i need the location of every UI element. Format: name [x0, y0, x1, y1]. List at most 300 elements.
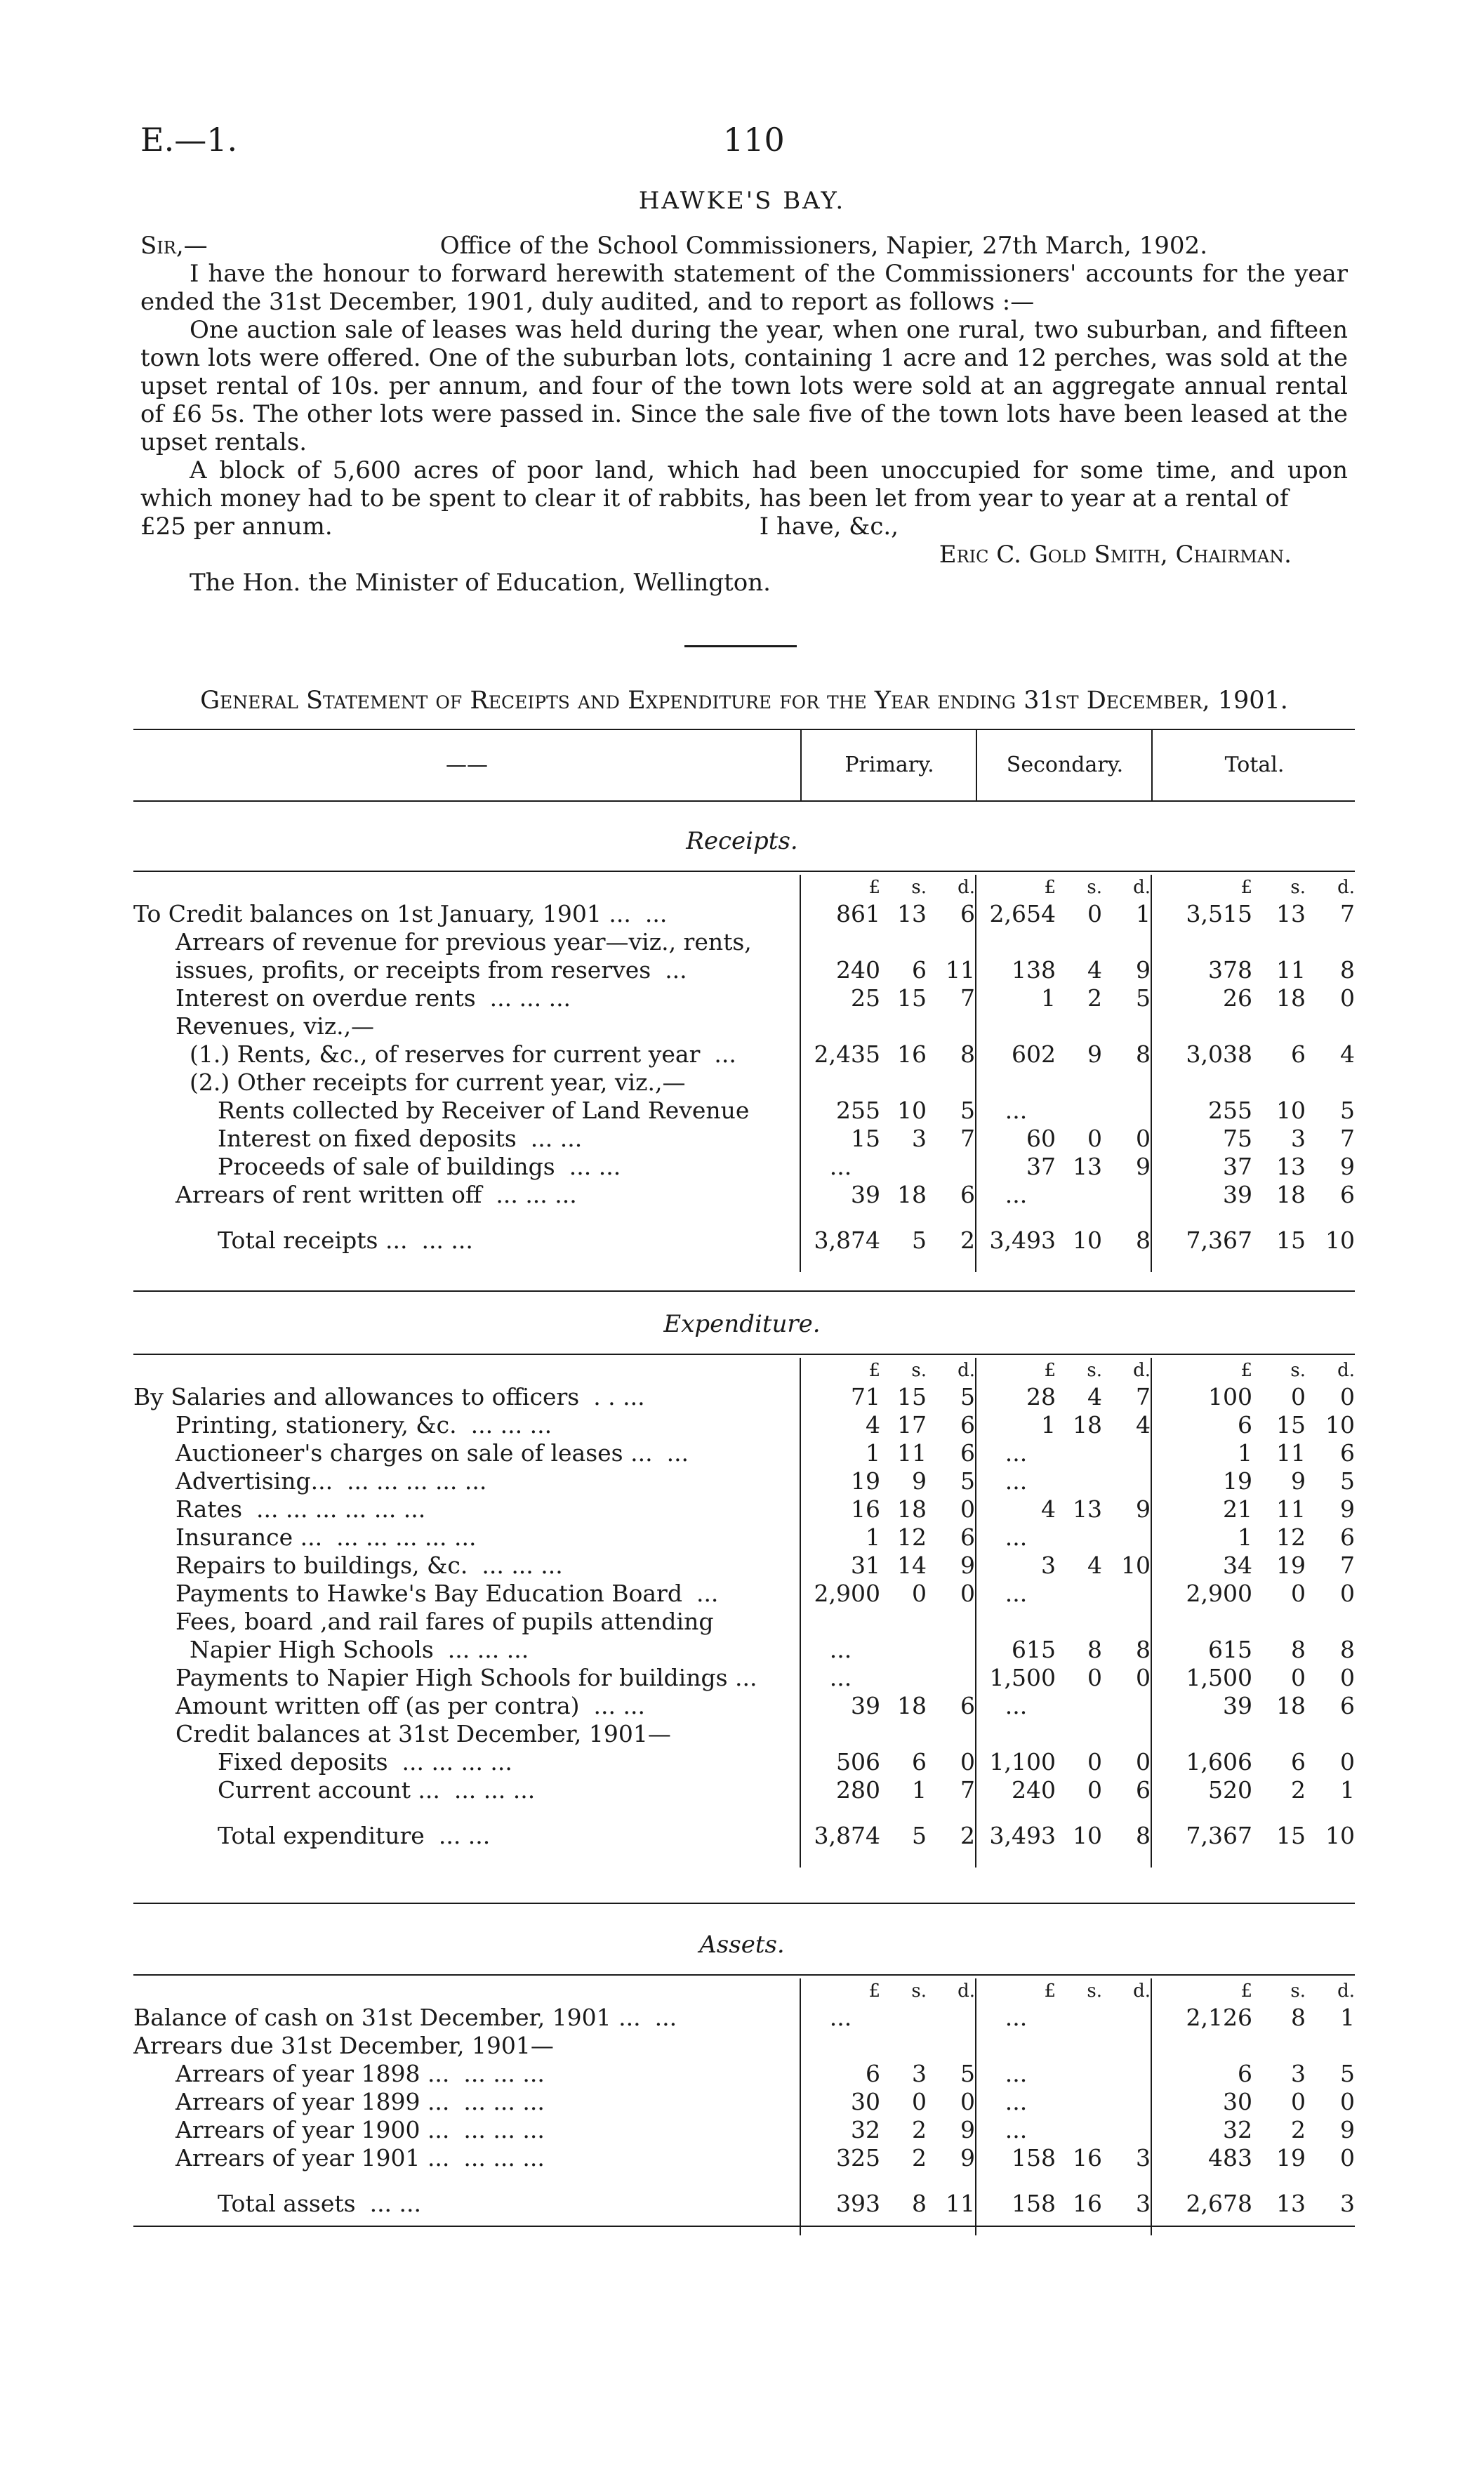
secondary-pounds: 158	[976, 2144, 1060, 2172]
primary-pounds	[800, 1012, 885, 1040]
total-shillings: 0	[1291, 1580, 1306, 1607]
secondary-pence: 9	[1136, 1495, 1151, 1523]
primary-pence: 0	[960, 1748, 975, 1776]
total-pounds: 255	[1151, 1097, 1257, 1125]
total-pounds: 39	[1151, 1181, 1257, 1209]
table-row	[133, 1439, 1355, 1467]
row-label	[133, 900, 800, 928]
pounds-unit-label: £	[976, 875, 1060, 900]
total-pence: 10	[1325, 1411, 1355, 1439]
total-shillings: 6	[1291, 1040, 1306, 1068]
primary-pence: 5	[960, 1097, 975, 1124]
row-label	[133, 1580, 800, 1608]
row-label-text: Napier High Schools	[190, 1636, 434, 1663]
receipts-total-row	[133, 1209, 1355, 1272]
pounds-unit-label: £	[1151, 1358, 1257, 1383]
primary-shillings: 15	[897, 984, 927, 1012]
secondary-shillings: 10	[1073, 1822, 1102, 1849]
total-pounds: 7,367	[1151, 1804, 1257, 1867]
secondary-pence: 8	[1136, 1040, 1151, 1068]
row-label	[133, 2116, 800, 2144]
primary-pence	[927, 1012, 976, 1040]
pounds-unit-label: £	[976, 1978, 1060, 2004]
leader-dots: ... ... ...	[463, 2060, 545, 2087]
total-shillings: 13	[1276, 1153, 1306, 1180]
table-row	[133, 1097, 1355, 1125]
primary-pounds: 32	[800, 2116, 885, 2144]
row-label-text: (2.) Other receipts for current year, viz.,—	[190, 1069, 686, 1096]
primary-pence: 7	[960, 1776, 975, 1804]
primary-shillings: 10	[897, 1097, 927, 1124]
secondary-pence	[1102, 2060, 1151, 2088]
primary-shillings: 0	[912, 1580, 927, 1607]
total-shillings: 8	[1291, 1636, 1306, 1663]
assets-top-rule	[133, 1974, 1355, 1976]
total-shillings: 0	[1291, 1664, 1306, 1691]
primary-shillings: 1	[912, 1776, 927, 1804]
total-pence: 0	[1340, 2088, 1355, 2115]
primary-pence: 6	[960, 1523, 975, 1551]
total-pence: 0	[1340, 984, 1355, 1012]
total-shillings: 18	[1276, 1692, 1306, 1719]
total-pounds	[1151, 928, 1257, 956]
secondary-shillings	[1060, 928, 1102, 956]
total-shillings: 13	[1276, 2190, 1306, 2217]
secondary-pounds: 158	[976, 2172, 1060, 2235]
primary-pounds: 31	[800, 1552, 885, 1580]
total-pence: 9	[1340, 1153, 1355, 1180]
secondary-shillings	[1060, 2116, 1102, 2144]
primary-pence: 2	[960, 1227, 975, 1254]
primary-shillings: 15	[897, 1383, 927, 1410]
total-pence: 9	[1340, 2116, 1355, 2143]
total-pounds: 2,126	[1151, 2004, 1257, 2032]
primary-pounds: 30	[800, 2088, 885, 2116]
column-header-primary: Primary.	[800, 730, 977, 800]
total-pounds: 6	[1151, 2060, 1257, 2088]
secondary-shillings: 0	[1087, 1664, 1102, 1691]
secondary-pounds	[976, 928, 1060, 956]
pounds-unit-label: £	[1151, 1978, 1257, 2004]
secondary-pounds: ...	[976, 1439, 1060, 1467]
row-label	[133, 984, 800, 1012]
secondary-pounds: ...	[976, 2116, 1060, 2144]
total-pounds: 7,367	[1151, 1209, 1257, 1272]
separator-rule	[684, 645, 797, 647]
row-label	[133, 1411, 800, 1439]
total-shillings: 2	[1291, 2116, 1306, 2143]
primary-pounds: 16	[800, 1495, 885, 1523]
secondary-shillings: 8	[1087, 1636, 1102, 1663]
table-row	[133, 1608, 1355, 1636]
primary-shillings: 3	[912, 1125, 927, 1152]
secondary-shillings: 13	[1073, 1153, 1102, 1180]
pounds-unit-label: £	[800, 1978, 885, 2004]
leader-dots: ...	[666, 1439, 689, 1467]
total-pounds: 37	[1151, 1153, 1257, 1181]
row-label	[133, 1383, 800, 1411]
total-pounds: 32	[1151, 2116, 1257, 2144]
primary-pounds: 39	[800, 1692, 885, 1720]
primary-pounds	[800, 2032, 885, 2060]
secondary-shillings	[1060, 1439, 1102, 1467]
secondary-pence	[1102, 1720, 1151, 1748]
primary-shillings	[885, 1608, 927, 1636]
secondary-shillings: 9	[1087, 1040, 1102, 1068]
secondary-pence	[1102, 1069, 1151, 1097]
total-pounds	[1151, 1608, 1257, 1636]
secondary-shillings	[1060, 2032, 1102, 2060]
receipts-bottom-rule	[133, 1290, 1355, 1292]
series-label: E.—1.	[140, 121, 238, 159]
primary-shillings: 3	[912, 2060, 927, 2087]
shillings-unit-label: s.	[911, 1981, 927, 2002]
signature: Eric C. Gold Smith, Chairman.	[939, 541, 1292, 569]
total-pounds: 3,515	[1151, 900, 1257, 928]
total-shillings: 19	[1276, 2144, 1306, 2171]
leader-dots: ...	[696, 1580, 719, 1607]
total-pounds: 39	[1151, 1692, 1257, 1720]
primary-shillings: 16	[897, 1040, 927, 1068]
secondary-pence	[1102, 2004, 1151, 2032]
primary-pence: 0	[960, 2088, 975, 2115]
row-label-text: Fixed deposits	[218, 1748, 388, 1776]
secondary-pence: 10	[1121, 1552, 1151, 1579]
primary-pence: 7	[960, 1125, 975, 1152]
secondary-pounds: 615	[976, 1636, 1060, 1664]
secondary-shillings	[1060, 1720, 1102, 1748]
salutation: Sir,—	[140, 232, 208, 260]
primary-pounds: 2,900	[800, 1580, 885, 1608]
column-header-secondary: Secondary.	[976, 730, 1153, 800]
secondary-pounds: 28	[976, 1383, 1060, 1411]
primary-shillings: 18	[897, 1181, 927, 1208]
table-row	[133, 1580, 1355, 1608]
page-title: HAWKE'S BAY.	[638, 187, 846, 215]
expenditure-total-row	[133, 1804, 1355, 1867]
leader-dots: ... ...	[530, 1125, 583, 1152]
primary-pence: 7	[960, 984, 975, 1012]
receipts-heading: Receipts.	[686, 827, 798, 855]
secondary-shillings	[1060, 2060, 1102, 2088]
row-label	[133, 2144, 800, 2172]
row-label-text: Interest on overdue rents	[175, 984, 476, 1012]
table-row	[133, 1495, 1355, 1523]
total-pence: 6	[1340, 1523, 1355, 1551]
total-pence	[1306, 2032, 1355, 2060]
secondary-shillings	[1060, 2004, 1102, 2032]
secondary-pence	[1102, 1608, 1151, 1636]
primary-pence	[927, 928, 976, 956]
primary-shillings	[885, 1069, 927, 1097]
row-label	[133, 1608, 800, 1636]
total-label	[133, 1804, 800, 1867]
total-shillings: 11	[1276, 956, 1306, 984]
secondary-shillings	[1060, 1523, 1102, 1552]
pence-unit-label: d.	[958, 1360, 975, 1381]
total-shillings: 13	[1276, 900, 1306, 927]
primary-pence: 8	[960, 1040, 975, 1068]
primary-shillings	[885, 2032, 927, 2060]
total-shillings: 15	[1276, 1411, 1306, 1439]
leader-dots: . . ...	[593, 1383, 645, 1410]
total-pounds: 100	[1151, 1383, 1257, 1411]
primary-pounds	[800, 1608, 885, 1636]
primary-shillings	[885, 928, 927, 956]
secondary-shillings: 10	[1073, 1227, 1102, 1254]
secondary-pence: 3	[1136, 2144, 1151, 2171]
table-row	[133, 1523, 1355, 1552]
secondary-pounds: 3,493	[976, 1209, 1060, 1272]
primary-shillings: 9	[912, 1467, 927, 1495]
leader-dots: ... ... ...	[489, 984, 571, 1012]
row-label-text: Current account ...	[218, 1776, 440, 1804]
primary-pence: 5	[960, 1467, 975, 1495]
primary-shillings: 8	[912, 2190, 927, 2217]
total-pence: 6	[1340, 1692, 1355, 1719]
primary-shillings: 5	[912, 1227, 927, 1254]
table-row	[133, 2088, 1355, 2116]
receipts-table	[133, 875, 1355, 1272]
total-pence: 6	[1340, 1439, 1355, 1467]
primary-pence	[927, 1069, 976, 1097]
primary-pence	[927, 1720, 976, 1748]
secondary-shillings: 4	[1087, 1383, 1102, 1410]
total-pence: 10	[1325, 1822, 1355, 1849]
primary-pence: 0	[960, 1495, 975, 1523]
primary-pence: 6	[960, 1181, 975, 1208]
row-label-text: Repairs to buildings, &c.	[175, 1552, 468, 1579]
leader-dots: ...	[714, 1040, 736, 1068]
row-label	[133, 1692, 800, 1720]
total-shillings: 8	[1291, 2004, 1306, 2031]
secondary-pounds: ...	[976, 1580, 1060, 1608]
secondary-pence: 6	[1136, 1776, 1151, 1804]
primary-shillings: 6	[912, 1748, 927, 1776]
row-label	[133, 956, 800, 984]
primary-shillings: 14	[897, 1552, 927, 1579]
total-pounds: 1,606	[1151, 1748, 1257, 1776]
leader-dots: ... ...	[593, 1692, 645, 1719]
secondary-pence: 1	[1136, 900, 1151, 927]
secondary-shillings: 4	[1087, 956, 1102, 984]
row-label	[133, 1097, 800, 1125]
total-pounds	[1151, 1069, 1257, 1097]
total-pounds	[1151, 1720, 1257, 1748]
secondary-shillings	[1060, 1181, 1102, 1209]
units-spacer	[133, 875, 800, 900]
primary-pence: 9	[960, 1552, 975, 1579]
primary-shillings: 17	[897, 1411, 927, 1439]
total-pence: 0	[1340, 2144, 1355, 2171]
paragraph-2: One auction sale of leases was held during the year, when one rural, two suburban, and fifteen town lots were offered. One of the suburban lots, containing 1 acre and 12 perches, was sold at the upset rental of 10s. per annum, and four of the town lots were sold at an aggregate annual rental of £6 5s. The other lots were passed in. Since the sale five of the town lots have been leased at the upset rentals.	[140, 316, 1348, 456]
total-pence: 7	[1340, 1552, 1355, 1579]
primary-shillings: 2	[912, 2144, 927, 2171]
row-label-text: Credit balances at 31st December, 1901—	[175, 1720, 671, 1747]
primary-pounds: 71	[800, 1383, 885, 1411]
total-pence: 7	[1340, 1125, 1355, 1152]
primary-shillings: 5	[912, 1822, 927, 1849]
primary-shillings: 13	[897, 900, 927, 927]
primary-pence: 6	[960, 1411, 975, 1439]
total-pence: 7	[1340, 900, 1355, 927]
primary-pence	[927, 1153, 976, 1181]
row-label-text: Arrears of year 1898 ...	[175, 2060, 450, 2087]
receipts-top-rule	[133, 871, 1355, 872]
signature-line	[140, 541, 1348, 569]
total-pounds: 19	[1151, 1467, 1257, 1495]
primary-pounds: 861	[800, 900, 885, 928]
secondary-pounds: 602	[976, 1040, 1060, 1069]
pence-unit-label: d.	[1133, 1981, 1151, 2002]
secondary-pence: 7	[1136, 1383, 1151, 1410]
total-pounds: 2,900	[1151, 1580, 1257, 1608]
leader-dots: ... ...	[421, 1227, 473, 1254]
secondary-pence: 9	[1136, 1153, 1151, 1180]
secondary-pounds: 60	[976, 1125, 1060, 1153]
primary-pence	[927, 2032, 976, 2060]
row-label	[133, 1040, 800, 1069]
secondary-shillings	[1060, 1580, 1102, 1608]
leader-dots: ...	[665, 956, 687, 984]
total-shillings: 18	[1276, 1181, 1306, 1208]
leader-dots: ... ...	[369, 2190, 422, 2217]
total-pounds	[1151, 2032, 1257, 2060]
table-row	[133, 1692, 1355, 1720]
total-pounds: 34	[1151, 1552, 1257, 1580]
total-pence	[1306, 928, 1355, 956]
secondary-pence	[1102, 1467, 1151, 1495]
paragraph-1: I have the honour to forward herewith statement of the Commissioners' accounts for the year ended the 31st December, 1901, duly audited, and to report as follows :—	[140, 260, 1348, 316]
primary-pounds: ...	[800, 2004, 885, 2032]
leader-dots: ... ... ...	[463, 2144, 545, 2171]
pence-unit-label: d.	[1133, 1360, 1151, 1381]
row-label-text: Fees, board ,and rail fares of pupils attending	[175, 1608, 714, 1635]
secondary-pence: 0	[1136, 1664, 1151, 1691]
total-pounds: 21	[1151, 1495, 1257, 1523]
pence-unit-label: d.	[1133, 877, 1151, 898]
primary-pounds: 255	[800, 1097, 885, 1125]
table-row	[133, 1636, 1355, 1664]
total-shillings: 11	[1276, 1495, 1306, 1523]
total-pounds: 615	[1151, 1636, 1257, 1664]
total-shillings: 15	[1276, 1822, 1306, 1849]
primary-pence	[927, 1636, 976, 1664]
table-row	[133, 2032, 1355, 2060]
primary-pounds: 39	[800, 1181, 885, 1209]
total-shillings	[1257, 1012, 1306, 1040]
row-label-text: To Credit balances on 1st January, 1901 ...	[133, 900, 631, 927]
expenditure-units-row	[133, 1358, 1355, 1383]
secondary-pence: 8	[1136, 1636, 1151, 1663]
total-pence: 3	[1340, 2190, 1355, 2217]
primary-pence: 11	[946, 956, 975, 984]
table-row	[133, 1181, 1355, 1209]
row-label	[133, 2088, 800, 2116]
table-row	[133, 928, 1355, 956]
secondary-pounds	[976, 1069, 1060, 1097]
row-label-text: By Salaries and allowances to officers	[133, 1383, 580, 1410]
row-label-text: Proceeds of sale of buildings	[218, 1153, 555, 1180]
secondary-pounds: ...	[976, 1523, 1060, 1552]
primary-pounds: 1	[800, 1439, 885, 1467]
total-shillings: 2	[1291, 1776, 1306, 1804]
primary-shillings: 6	[912, 956, 927, 984]
primary-pounds: 506	[800, 1748, 885, 1776]
total-pence: 5	[1340, 2060, 1355, 2087]
total-pounds: 26	[1151, 984, 1257, 1012]
row-label-text: Auctioneer's charges on sale of leases ...	[175, 1439, 653, 1467]
primary-pence: 11	[946, 2190, 975, 2217]
secondary-pounds: ...	[976, 1097, 1060, 1125]
row-label	[133, 1748, 800, 1776]
secondary-pounds: 1	[976, 1411, 1060, 1439]
leader-dots: ... ... ... ...	[402, 1748, 512, 1776]
table-row	[133, 1467, 1355, 1495]
primary-pence: 5	[960, 2060, 975, 2087]
row-label	[133, 1181, 800, 1209]
secondary-pence: 8	[1136, 1227, 1151, 1254]
paragraph-3-end: £25 per annum.	[140, 513, 333, 541]
row-label-text: Total expenditure	[218, 1822, 425, 1849]
primary-pounds	[800, 1069, 885, 1097]
total-pence: 5	[1340, 1467, 1355, 1495]
pounds-unit-label: £	[800, 875, 885, 900]
secondary-shillings: 2	[1087, 984, 1102, 1012]
primary-pounds: ...	[800, 1664, 885, 1692]
expenditure-heading: Expenditure.	[663, 1310, 821, 1338]
leader-dots: ... ... ...	[470, 1411, 552, 1439]
row-label	[133, 1664, 800, 1692]
pence-unit-label: d.	[958, 1981, 975, 2002]
secondary-pounds	[976, 1720, 1060, 1748]
primary-pounds: ...	[800, 1153, 885, 1181]
secondary-shillings: 0	[1087, 1776, 1102, 1804]
primary-pence: 6	[960, 900, 975, 927]
table-row	[133, 1411, 1355, 1439]
total-pounds: 483	[1151, 2144, 1257, 2172]
primary-pence: 6	[960, 1692, 975, 1719]
total-shillings: 18	[1276, 984, 1306, 1012]
table-row	[133, 956, 1355, 984]
pounds-unit-label: £	[800, 1358, 885, 1383]
row-label-text: Arrears of revenue for previous year—viz., rents,	[175, 928, 752, 956]
leader-dots: ...	[654, 2004, 677, 2031]
secondary-pence: 3	[1136, 2190, 1151, 2217]
row-label-text: (1.) Rents, &c., of reserves for current year	[190, 1040, 701, 1068]
statement-title: General Statement of Receipts and Expenditure for the Year ending 31st December, 1901.	[200, 687, 1288, 715]
table-row	[133, 2060, 1355, 2088]
total-pounds: 378	[1151, 956, 1257, 984]
primary-pounds: 280	[800, 1776, 885, 1804]
primary-shillings: 0	[912, 2088, 927, 2115]
secondary-pounds: 3,493	[976, 1804, 1060, 1867]
total-pence: 1	[1340, 1776, 1355, 1804]
primary-pence	[927, 1608, 976, 1636]
row-label-text: Total receipts ...	[218, 1227, 408, 1254]
primary-shillings: 12	[897, 1523, 927, 1551]
total-pence	[1306, 1012, 1355, 1040]
primary-shillings	[885, 1153, 927, 1181]
letter	[140, 232, 1348, 597]
letter-header-line	[140, 232, 1348, 260]
primary-pounds: 393	[800, 2172, 885, 2235]
row-label-text: Arrears of year 1900 ...	[175, 2116, 450, 2143]
row-label	[133, 1552, 800, 1580]
secondary-pounds: ...	[976, 2004, 1060, 2032]
secondary-pounds	[976, 1608, 1060, 1636]
primary-shillings: 18	[897, 1692, 927, 1719]
